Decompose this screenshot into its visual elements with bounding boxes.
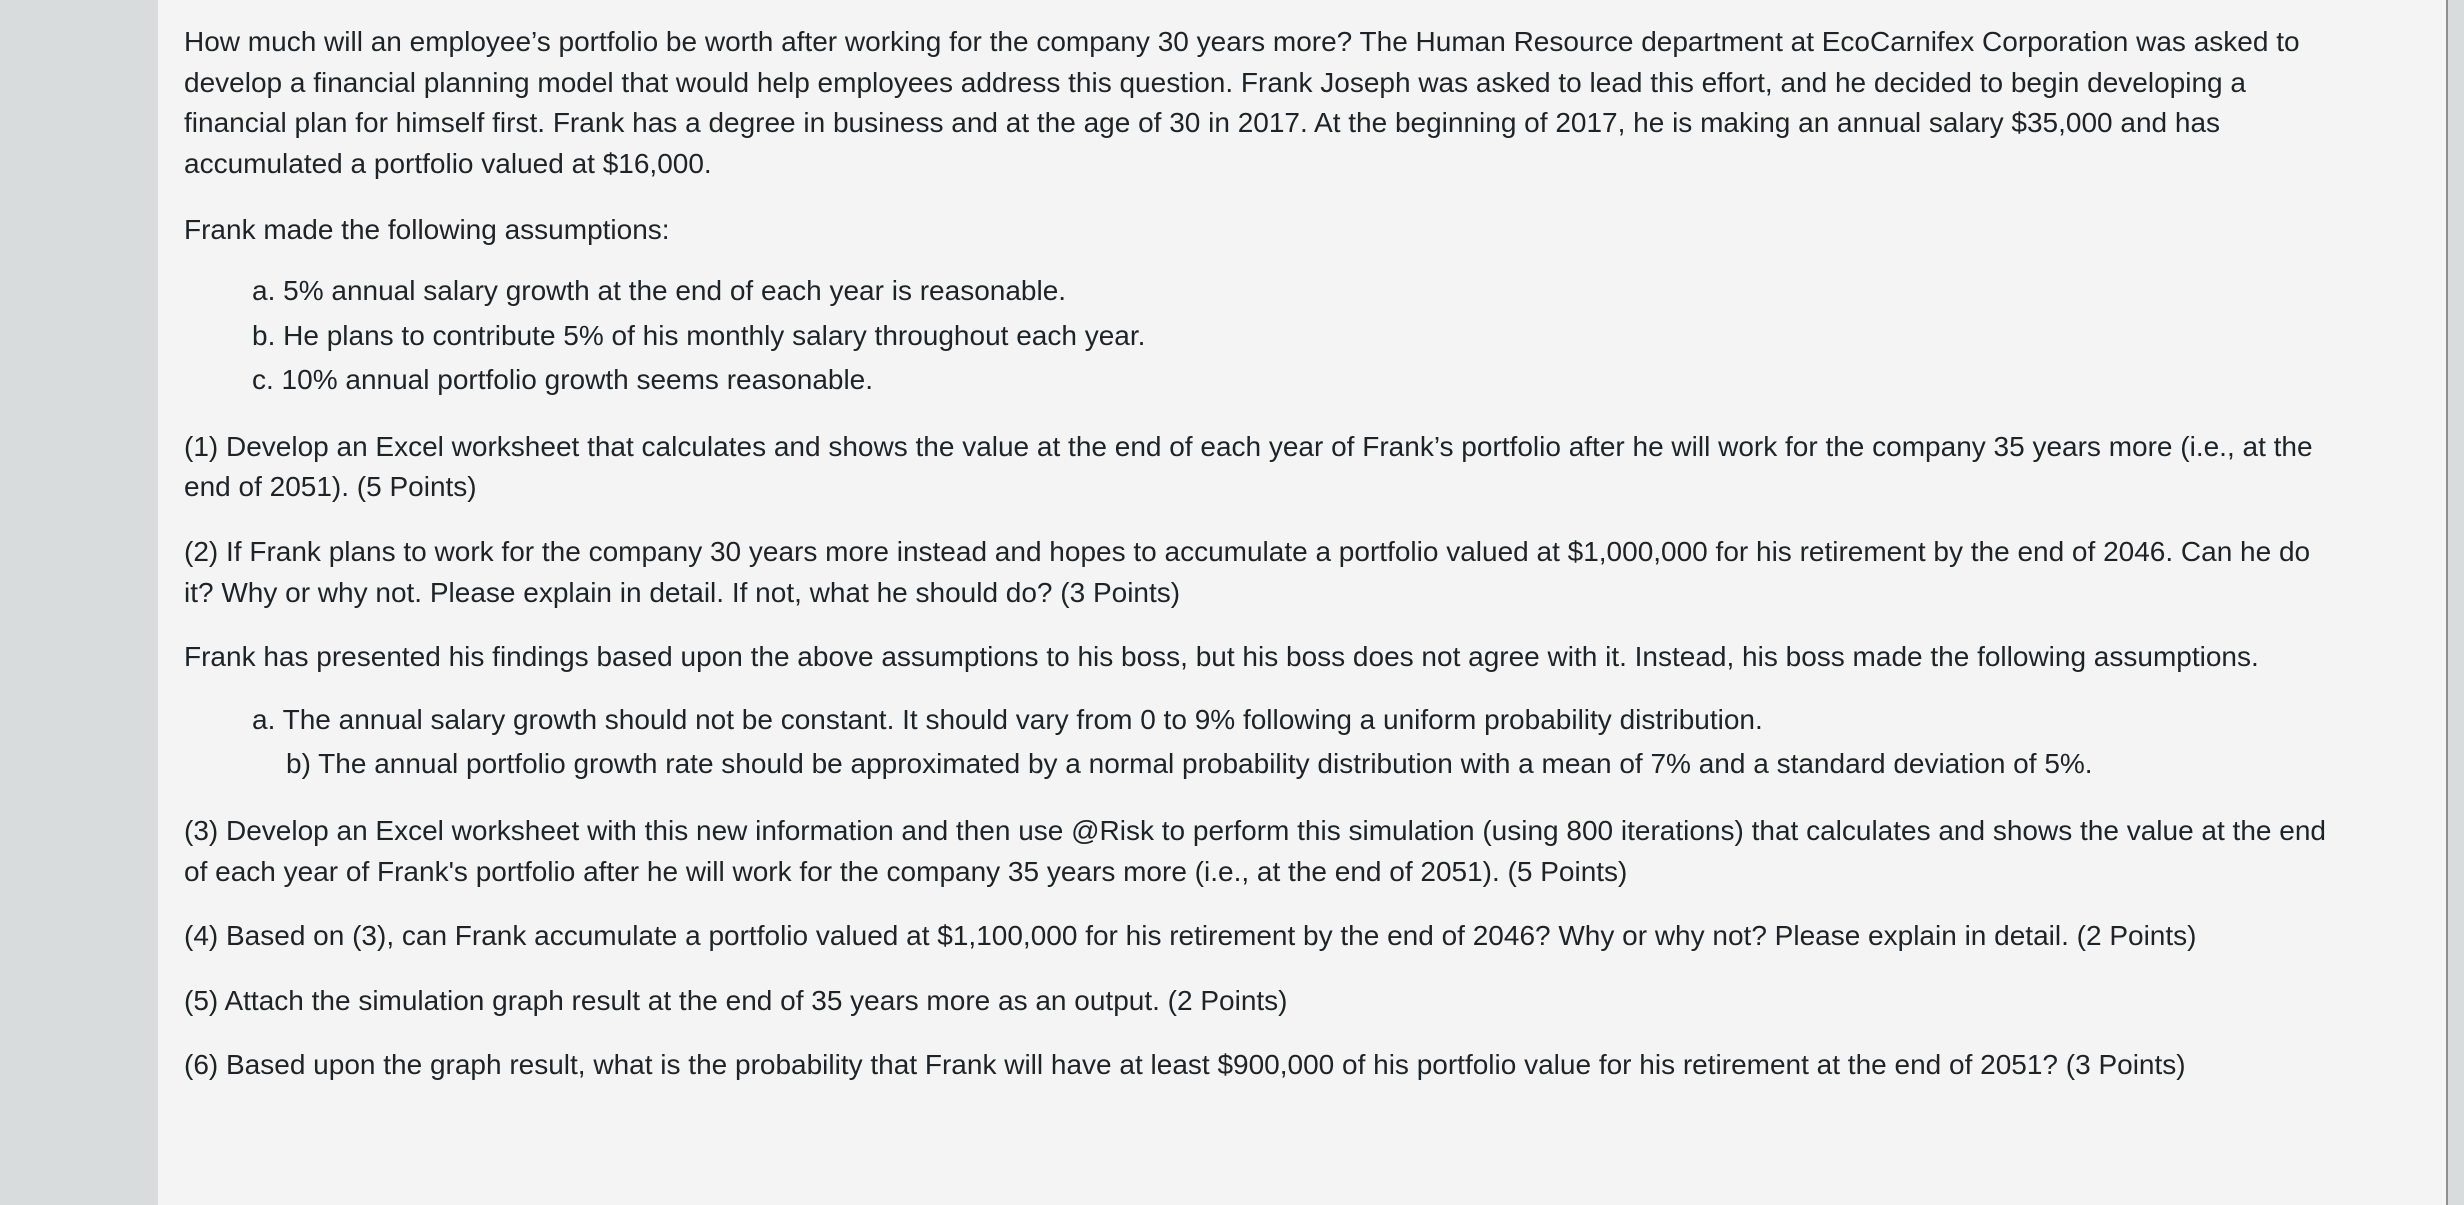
- assumption-item: c. 10% annual portfolio growth seems reasonable.: [252, 364, 874, 396]
- assumptions-list: [252, 271, 2344, 401]
- assumptions-heading: Frank made the following assumptions:: [184, 214, 670, 246]
- question-1: (1) Develop an Excel worksheet that calculates and shows the value at the end of each year of Frank’s portfolio after he will work for the company 35 years more (i.e., at the end of 2051). (5 Points): [184, 430, 2313, 503]
- assumption-item: b. He plans to contribute 5% of his monthly salary throughout each year.: [252, 319, 1146, 351]
- boss-assumption-item: a. The annual salary growth should not be constant. It should vary from 0 to 9% following a uniform probability distribution.: [252, 703, 1763, 735]
- document-content: [184, 22, 2344, 1110]
- boss-paragraph: Frank has presented his findings based upon the above assumptions to his boss, but his boss does not agree with it. Instead, his boss made the following assumptions.: [184, 641, 2259, 673]
- boss-assumptions-list: [252, 700, 2344, 785]
- boss-assumption-item: b) The annual portfolio growth rate should be approximated by a normal probability distribution with a mean of 7% and a standard deviation of 5%.: [286, 748, 2093, 780]
- question-5: (5) Attach the simulation graph result at the end of 35 years more as an output. (2 Points): [184, 984, 1288, 1016]
- intro-paragraph: How much will an employee’s portfolio be worth after working for the company 30 years more? The Human Resource department at EcoCarnifex Corporation was asked to develop a financial planning model that would help employees address this question. Frank Joseph was asked to lead this effort, and he decided to begin developing a financial plan for himself first. Frank has a degree in business and at the age of 30 in 2017. At the beginning of 2017, he is making an annual salary $35,000 and has accumulated a portfolio valued at $16,000.: [184, 26, 2300, 179]
- question-6: (6) Based upon the graph result, what is the probability that Frank will have at least $900,000 of his portfolio value for his retirement at the end of 2051? (3 Points): [184, 1049, 2186, 1081]
- question-2: (2) If Frank plans to work for the company 30 years more instead and hopes to accumulate a portfolio valued at $1,000,000 for his retirement by the end of 2046. Can he do it? Why or why not. Please explain in detail. If not, what he should do? (3 Points): [184, 535, 2311, 608]
- assumption-item: a. 5% annual salary growth at the end of each year is reasonable.: [252, 274, 1067, 306]
- question-3: (3) Develop an Excel worksheet with this new information and then use @Risk to perform this simulation (using 800 iterations) that calculates and shows the value at the end of each year of Frank's portfolio after he will work for the company 35 years more (i.e., at the end of 2051). (5 Points): [184, 814, 2326, 887]
- question-4: (4) Based on (3), can Frank accumulate a portfolio valued at $1,100,000 for his retirement by the end of 2046? Why or why not? Please explain in detail. (2 Points): [184, 920, 2197, 952]
